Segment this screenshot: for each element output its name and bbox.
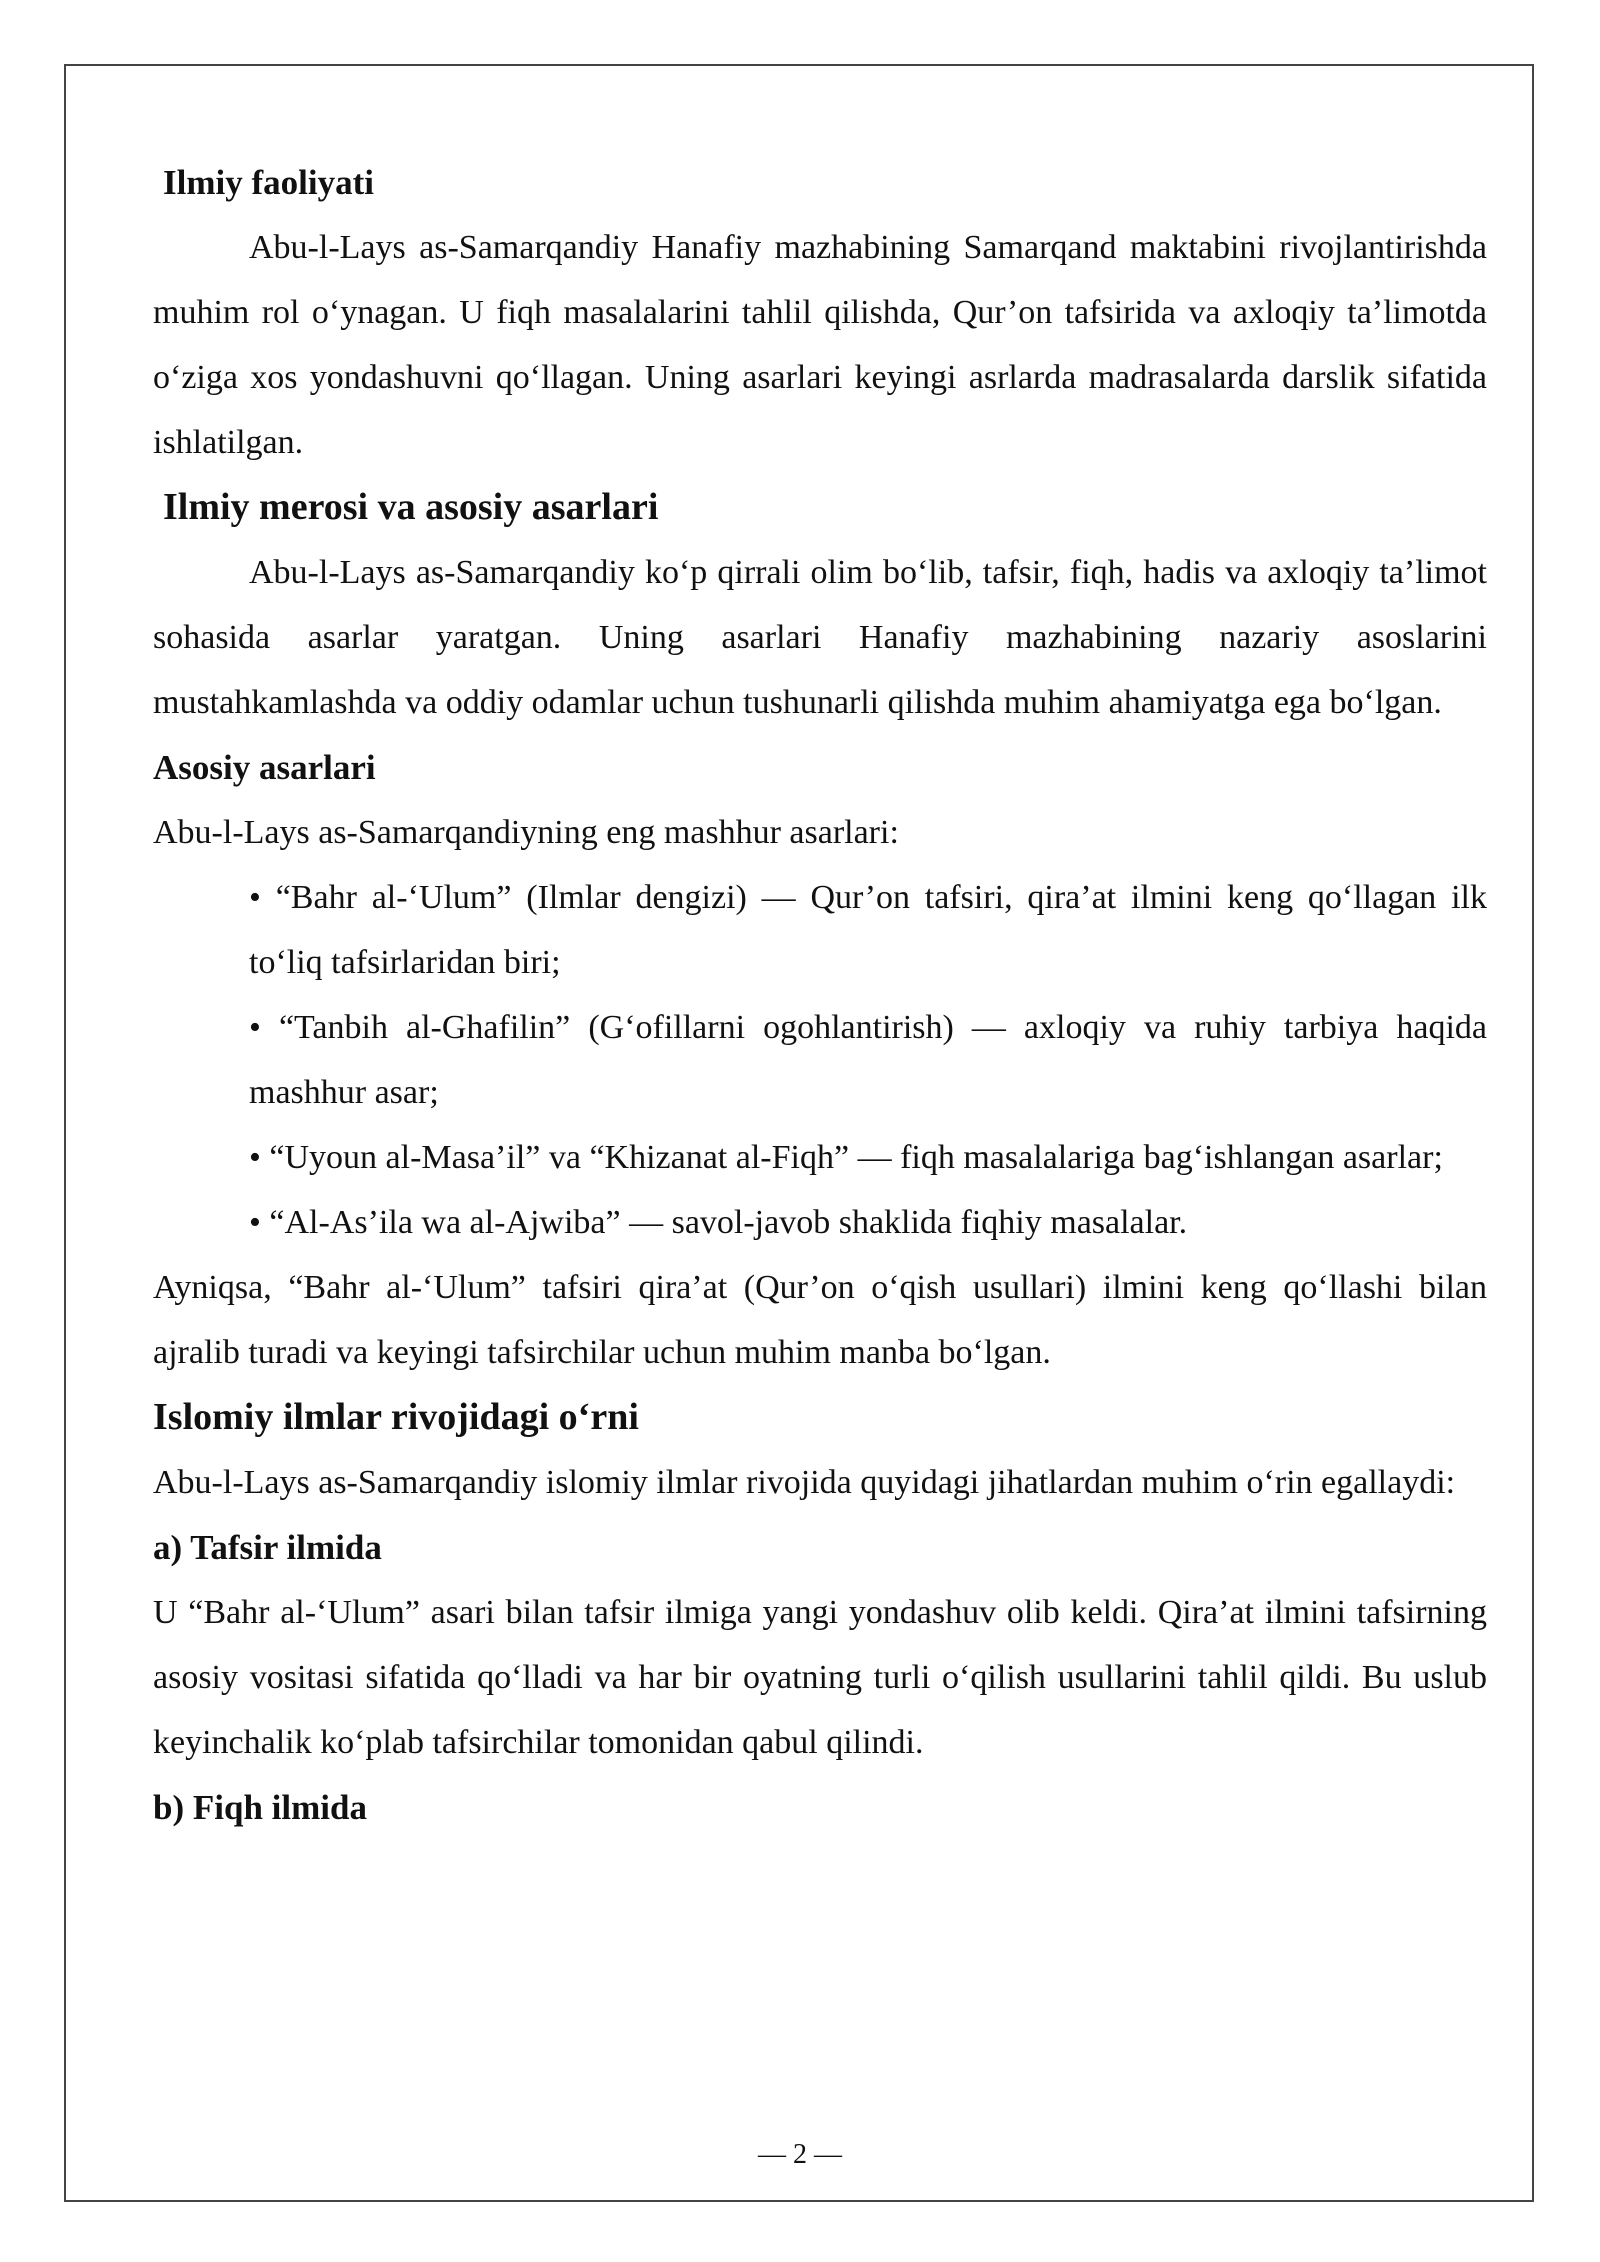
list-item: • “Uyoun al-Masa’il” va “Khizanat al-Fiqh” — fiqh masalalariga bag‘ishlangan asarlar; [249,1139,1443,1176]
works-list [153,865,1487,1255]
paragraph-asarlar-conclusion: Ayniqsa, “Bahr al-‘Ulum” tafsiri qira’at (Qur’on o‘qish usullari) ilmini keng qo‘llashi bilan ajralib turadi va keyingi tafsirchilar uchun muhim manba bo‘lgan. [153,1269,1487,1371]
list-item: • “Bahr al-‘Ulum” (Ilmlar dengizi) — Qur’on tafsiri, qira’at ilmini keng qo‘llagan ilk to‘liq tafsirlaridan biri; [249,879,1487,981]
heading-fiqh-ilmida: b) Fiqh ilmida [153,1788,367,1827]
document-body [153,150,1487,1840]
paragraph-tafsir: U “Bahr al-‘Ulum” asari bilan tafsir ilmiga yangi yondashuv olib keldi. Qira’at ilmini tafsirning asosiy vositasi sifatida qo‘lladi va har bir oyatning turli o‘qilish usullarini tahlil qildi. Bu uslub keyinchalik ko‘plab tafsirchilar tomonidan qabul qilindi. [153,1594,1487,1761]
heading-islomiy-ilmlar: Islomiy ilmlar rivojidagi o‘rni [153,1396,639,1438]
list-item: • “Tanbih al-Ghafilin” (G‘ofillarni ogohlantirish) — axloqiy va ruhiy tarbiya haqida mashhur asar; [249,1009,1487,1111]
heading-asosiy-asarlari: Asosiy asarlari [153,748,376,787]
paragraph-asarlar-intro: Abu-l-Lays as-Samarqandiyning eng mashhur asarlari: [153,814,899,851]
paragraph-orni-intro: Abu-l-Lays as-Samarqandiy islomiy ilmlar rivojida quyidagi jihatlardan muhim o‘rin egallaydi: [153,1464,1456,1501]
heading-ilmiy-merosi: Ilmiy merosi va asosiy asarlari [163,486,659,528]
paragraph-meros: Abu-l-Lays as-Samarqandiy ko‘p qirrali olim bo‘lib, tafsir, fiqh, hadis va axloqiy ta’limot sohasida asarlar yaratgan. Uning asarlari Hanafiy mazhabining nazariy asoslarini mustahkamlashda va oddiy odamlar uchun tushunarli qilishda muhim ahamiyatga ega bo‘lgan. [153,554,1487,721]
heading-tafsir-ilmida: a) Tafsir ilmida [153,1528,382,1567]
list-item: • “Al-As’ila wa al-Ajwiba” — savol-javob shaklida fiqhiy masalalar. [249,1204,1188,1241]
page-number: — 2 — [758,2139,842,2170]
heading-ilmiy-faoliyati: Ilmiy faoliyati [163,163,374,202]
paragraph-faoliyat: Abu-l-Lays as-Samarqandiy Hanafiy mazhabining Samarqand maktabini rivojlantirishda muhim rol o‘ynagan. U fiqh masalalarini tahlil qilishda, Qur’on tafsirida va axloqiy ta’limotda o‘ziga xos yondashuvni qo‘llagan. Uning asarlari keyingi asrlarda madrasalarda darslik sifatida ishlatilgan. [153,229,1487,461]
